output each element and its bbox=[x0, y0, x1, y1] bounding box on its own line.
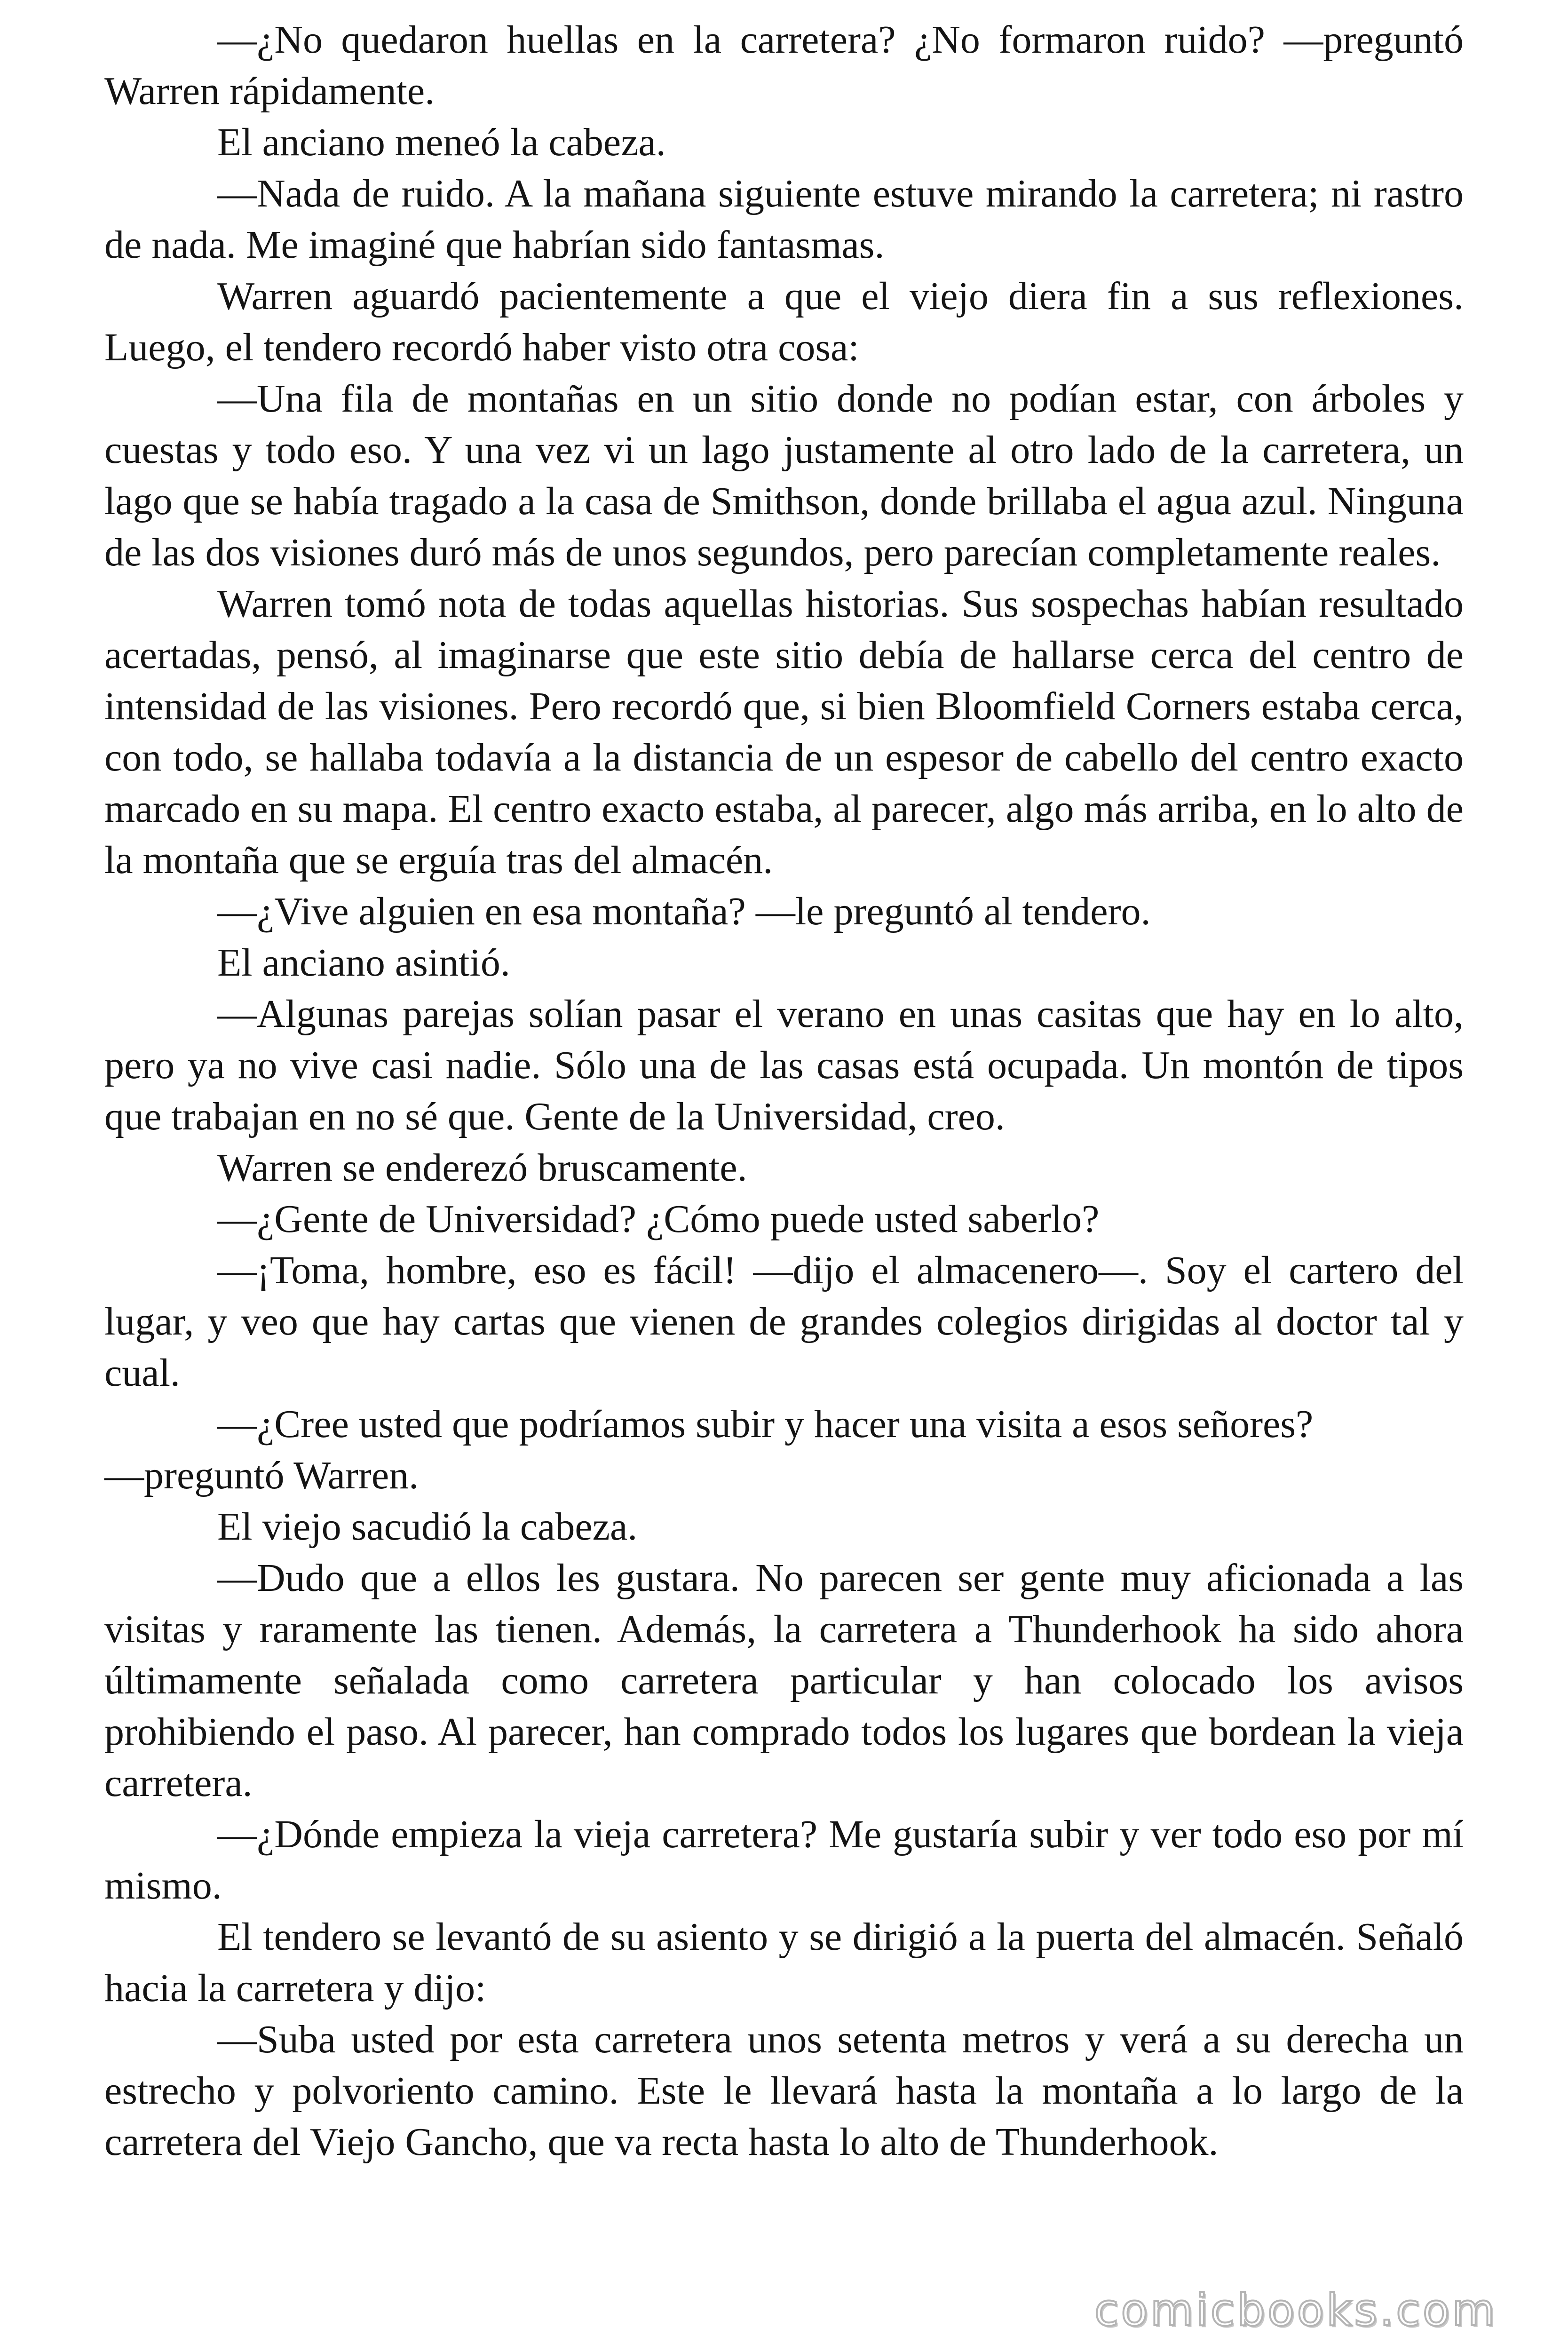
paragraph: —¿Gente de Universidad? ¿Cómo puede usted saberlo? bbox=[217, 1197, 1100, 1241]
paragraph: —Nada de ruido. A la mañana siguiente estuve mirando la carretera; ni rastro de nada. Me imaginé que habrían sido fantasmas. bbox=[104, 172, 1464, 267]
paragraph: Warren se enderezó bruscamente. bbox=[217, 1146, 747, 1190]
paragraph: —¿Dónde empieza la vieja carretera? Me gustaría subir y ver todo eso por mí mismo. bbox=[104, 1812, 1464, 1907]
paragraph: Warren tomó nota de todas aquellas historias. Sus sospechas habían resultado acertadas, pensó, al imaginarse que este sitio debía de hallarse cerca del centro de intensidad de las visiones. Pero recordó que, si bien Bloomfield Corners estaba cerca, con todo, se hallaba todavía a la distancia de un espesor de cabello del centro exacto marcado en su mapa. El centro exacto estaba, al parecer, algo más arriba, en lo alto de la montaña que se erguía tras del almacén. bbox=[104, 582, 1464, 882]
paragraph: El tendero se levantó de su asiento y se dirigió a la puerta del almacén. Señaló hacia la carretera y dijo: bbox=[104, 1915, 1464, 2010]
paragraph: —¡Toma, hombre, eso es fácil! —dijo el almacenero—. Soy el cartero del lugar, y veo que hay cartas que vienen de grandes colegios dirigidas al doctor tal y cual. bbox=[104, 1248, 1464, 1395]
paragraph: Warren aguardó pacientemente a que el viejo diera fin a sus reflexiones. Luego, el tendero recordó haber visto otra cosa: bbox=[104, 274, 1464, 369]
watermark: comicbooks.com bbox=[1094, 2285, 1497, 2336]
paragraph: —¿Cree usted que podríamos subir y hacer una visita a esos señores? bbox=[217, 1402, 1314, 1446]
page-text bbox=[104, 14, 1464, 2168]
paragraph: —Dudo que a ellos les gustara. No parecen ser gente muy aficionada a las visitas y raramente las tienen. Además, la carretera a Thunderhook ha sido ahora últimamente señalada como carretera particular y han colocado los avisos prohibiendo el paso. Al parecer, han comprado todos los lugares que bordean la vieja carretera. bbox=[104, 1556, 1464, 1805]
paragraph: El viejo sacudió la cabeza. bbox=[217, 1505, 638, 1549]
paragraph: —Una fila de montañas en un sitio donde no podían estar, con árboles y cuestas y todo eso. Y una vez vi un lago justamente al otro lado de la carretera, un lago que se había tragado a la casa de Smithson, donde brillaba el agua azul. Ninguna de las dos visiones duró más de unos segundos, pero parecían completamente reales. bbox=[104, 377, 1464, 574]
paragraph: El anciano asintió. bbox=[217, 941, 510, 985]
paragraph: El anciano meneó la cabeza. bbox=[217, 120, 666, 164]
paragraph: —Algunas parejas solían pasar el verano en unas casitas que hay en lo alto, pero ya no vive casi nadie. Sólo una de las casas está ocupada. Un montón de tipos que trabajan en no sé que. Gente de la Universidad, creo. bbox=[104, 992, 1464, 1138]
paragraph: —¿No quedaron huellas en la carretera? ¿No formaron ruido? —preguntó Warren rápidamente. bbox=[104, 18, 1464, 113]
paragraph-continuation: —preguntó Warren. bbox=[104, 1454, 419, 1497]
paragraph: —Suba usted por esta carretera unos setenta metros y verá a su derecha un estrecho y polvoriento camino. Este le llevará hasta la montaña a lo largo de la carretera del Viejo Gancho, que va recta hasta lo alto de Thunderhook. bbox=[104, 2018, 1464, 2164]
paragraph: —¿Vive alguien en esa montaña? —le preguntó al tendero. bbox=[217, 890, 1151, 933]
